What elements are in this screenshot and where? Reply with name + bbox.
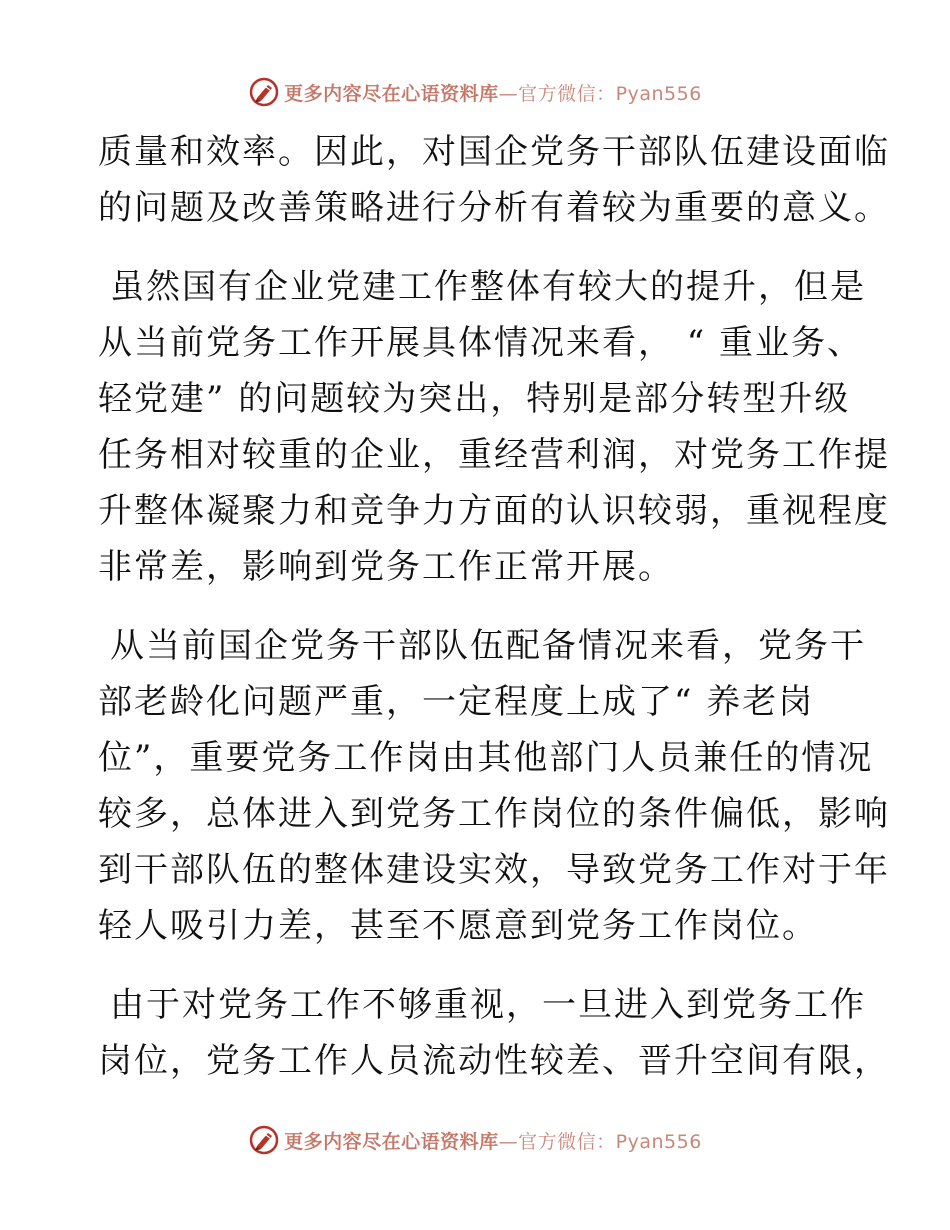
pen-logo-icon xyxy=(248,1124,280,1156)
paragraph-3 xyxy=(98,618,890,954)
text-line: 由于对党务工作不够重视，一旦进入到党务工作 xyxy=(110,985,866,1025)
header-banner-dash: — xyxy=(498,82,519,105)
document-body xyxy=(98,124,890,1112)
text-line: 轻党建” 的问题较为突出，特别是部分转型升级 xyxy=(98,379,851,419)
text-line: 到干部队伍的整体建设实效，导致党务工作对于年 xyxy=(98,850,890,890)
text-line: 虽然国有企业党建工作整体有较大的提升，但是 xyxy=(110,267,866,307)
text-line: 位”，重要党务工作岗由其他部门人员兼任的情况 xyxy=(98,738,874,778)
text-line: 从当前国企党务干部队伍配备情况来看，党务干 xyxy=(110,626,866,666)
pen-logo-icon xyxy=(248,76,280,108)
paragraph-2 xyxy=(98,259,890,595)
footer-banner-dash: — xyxy=(498,1130,519,1153)
text-line: 质量和效率。因此，对国企党务干部队伍建设面临 xyxy=(98,132,890,172)
header-banner-text xyxy=(284,79,702,106)
paragraph-4 xyxy=(98,977,890,1089)
header-banner-tail: 官方微信：Pyan556 xyxy=(518,82,702,105)
footer-banner-main: 更多内容尽在心语资料库 xyxy=(284,1130,499,1153)
text-line: 部老龄化问题严重，一定程度上成了“ 养老岗 xyxy=(98,682,815,722)
header-banner-main: 更多内容尽在心语资料库 xyxy=(284,82,499,105)
text-line: 较多，总体进入到党务工作岗位的条件偏低，影响 xyxy=(98,794,890,834)
text-line: 任务相对较重的企业，重经营利润，对党务工作提 xyxy=(98,435,890,475)
header-banner xyxy=(0,72,950,112)
paragraph-1 xyxy=(98,124,890,236)
footer-banner-tail: 官方微信：Pyan556 xyxy=(518,1130,702,1153)
text-line: 的问题及改善策略进行分析有着较为重要的意义。 xyxy=(98,188,890,228)
footer-banner xyxy=(0,1120,950,1160)
text-line: 非常差，影响到党务工作正常开展。 xyxy=(98,547,674,587)
text-line: 升整体凝聚力和竞争力方面的认识较弱，重视程度 xyxy=(98,491,890,531)
text-line: 轻人吸引力差，甚至不愿意到党务工作岗位。 xyxy=(98,906,818,946)
footer-banner-text xyxy=(284,1127,702,1154)
text-line: 从当前党务工作开展具体情况来看， “ 重业务、 xyxy=(98,323,863,363)
text-line: 岗位，党务工作人员流动性较差、晋升空间有限， xyxy=(98,1041,890,1081)
